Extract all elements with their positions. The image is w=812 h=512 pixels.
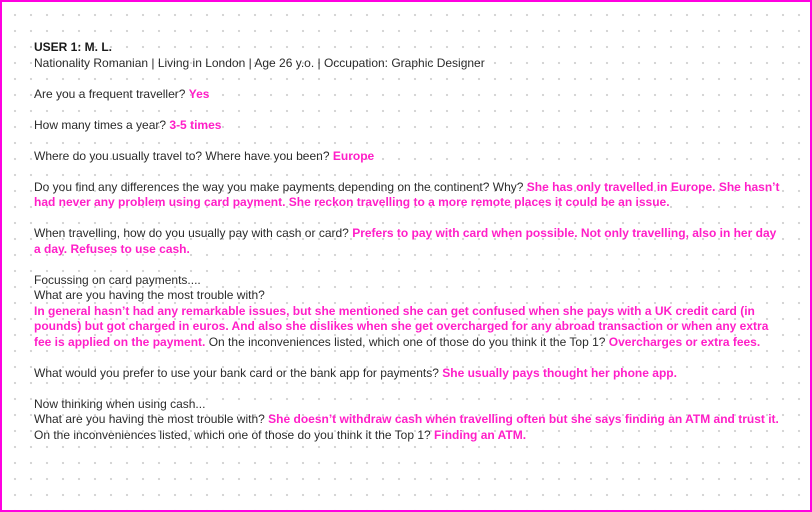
card-payments-section <box>34 273 784 351</box>
section-heading: Now thinking when using cash... <box>34 396 206 411</box>
qa-times-a-year <box>34 118 784 134</box>
qa-frequent-traveller <box>34 87 784 103</box>
answer: She doesn’t withdraw cash when travelling often but she says finding an ATM and trust it. <box>268 412 779 426</box>
question: What are you having the most trouble with? <box>34 412 265 426</box>
question: On the inconveniences listed, which one of those do you think it the Top 1? <box>34 427 431 442</box>
question: How many times a year? <box>34 117 167 132</box>
question: Do you find any differences the way you make payments depending on the continent? Why? <box>34 179 524 194</box>
qa-cash-or-card <box>34 226 784 257</box>
answer: Overcharges or extra fees. <box>608 334 761 349</box>
cash-section <box>34 397 784 444</box>
answer: Finding an ATM. <box>434 427 527 442</box>
question: Are you a frequent traveller? <box>34 86 186 101</box>
user-header <box>34 40 784 71</box>
answer: She usually pays thought her phone app. <box>442 365 677 380</box>
answer: Yes <box>188 86 210 101</box>
question: What are you having the most trouble with? <box>34 288 265 302</box>
answer: In general hasn’t had any remarkable issues, but she mentioned she can get confused when she pays with a UK credit card (in pounds) but got charged in euros. And also she dislikes when she get overcharged for any abroad transaction or when any extra fee is applied on the payment. <box>34 303 769 349</box>
answer: She has only travelled in Europe. She hasn’t had never any problem using card payment. She reckon travelling to a more remote places it could be an issue. <box>34 179 780 209</box>
interview-notes <box>34 40 784 443</box>
section-heading: Focussing on card payments.... <box>34 272 201 287</box>
answer: Prefers to pay with card when possible. Not only travelling, also in her day a day. Refuses to use cash. <box>34 226 777 256</box>
qa-destinations <box>34 149 784 165</box>
user-profile: Nationality Romanian | Living in London | Age 26 y.o. | Occupation: Graphic Designer <box>34 55 485 70</box>
answer: Europe <box>332 148 375 163</box>
question: When travelling, how do you usually pay with cash or card? <box>34 226 349 240</box>
question: Where do you usually travel to? Where have you been? <box>34 148 330 163</box>
answer: 3-5 times <box>169 117 222 132</box>
qa-payment-differences <box>34 180 784 211</box>
question: What would you prefer to use your bank card or the bank app for payments? <box>34 365 439 380</box>
qa-card-or-app <box>34 366 784 382</box>
question: On the inconveniences listed, which one of those do you think it the Top 1? <box>208 334 606 349</box>
user-title: USER 1: M. L. <box>34 40 113 54</box>
